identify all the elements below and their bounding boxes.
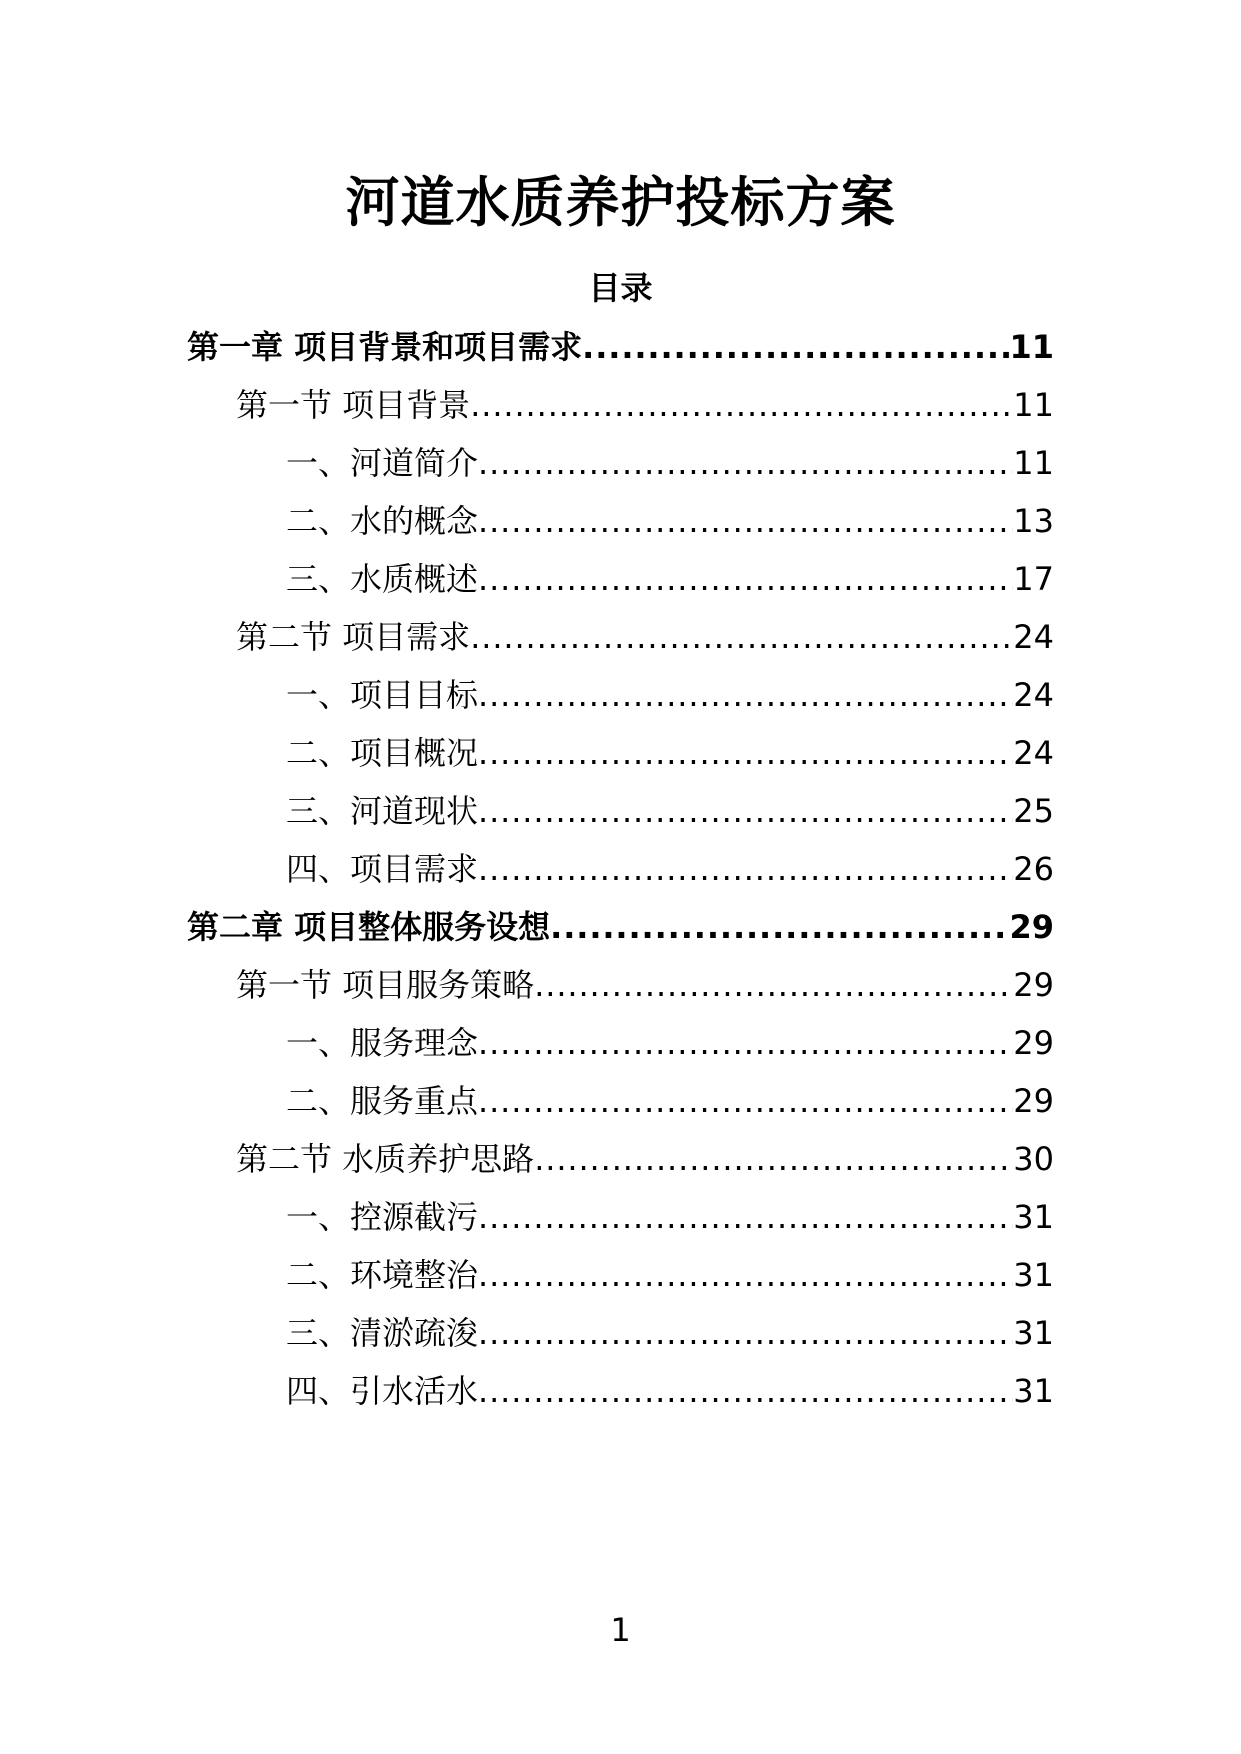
toc-entry[interactable]	[286, 1018, 1054, 1068]
toc-entry-title: 二、环境整治	[286, 1256, 479, 1294]
toc-dot-leader	[478, 1250, 1013, 1300]
toc-entry-title: 第一节 项目服务策略	[236, 966, 535, 1004]
toc-dot-leader	[478, 670, 1013, 720]
toc-dot-leader	[478, 844, 1013, 894]
toc-entry[interactable]	[286, 670, 1054, 720]
toc-entry[interactable]	[286, 1076, 1054, 1126]
toc-entry[interactable]	[236, 612, 1054, 662]
toc-dot-leader	[534, 1134, 1013, 1184]
toc-entry-title: 三、清淤疏浚	[286, 1314, 479, 1352]
toc-dot-leader	[478, 496, 1013, 546]
page-number: 1	[610, 1611, 631, 1649]
toc-entry[interactable]	[286, 1308, 1054, 1358]
toc-entry-title: 三、河道现状	[286, 792, 479, 830]
toc-dot-leader	[478, 1192, 1013, 1242]
toc-dot-leader	[534, 960, 1013, 1010]
toc-entry[interactable]	[187, 322, 1054, 372]
toc-dot-leader	[478, 554, 1013, 604]
toc-dot-leader	[478, 786, 1013, 836]
toc-dot-leader	[470, 380, 1013, 430]
toc-entry-title: 三、水质概述	[286, 560, 479, 598]
toc-entry-page: 29	[1009, 908, 1054, 946]
toc-entry-page: 11	[1013, 444, 1054, 482]
toc-dot-leader	[478, 438, 1013, 488]
toc-dot-leader	[478, 728, 1013, 778]
toc-entry-page: 25	[1013, 792, 1054, 830]
toc-entry-page: 30	[1013, 1140, 1054, 1178]
toc-entry-title: 四、项目需求	[286, 850, 479, 888]
toc-entry-title: 二、项目概况	[286, 734, 479, 772]
toc-dot-leader	[550, 902, 1009, 952]
toc-entry-page: 31	[1013, 1198, 1054, 1236]
toc-dot-leader	[478, 1366, 1013, 1416]
toc-dot-leader	[582, 322, 1009, 372]
toc-entry[interactable]	[236, 1134, 1054, 1184]
toc-entry-page: 29	[1013, 966, 1054, 1004]
toc-entry-page: 31	[1013, 1372, 1054, 1410]
toc-entry[interactable]	[187, 902, 1054, 952]
toc-entry[interactable]	[236, 380, 1054, 430]
toc-entry[interactable]	[286, 496, 1054, 546]
toc-entry-page: 11	[1009, 328, 1054, 366]
toc-entry-title: 第二节 项目需求	[236, 618, 471, 656]
toc-entry-title: 四、引水活水	[286, 1372, 479, 1410]
toc-entry-page: 26	[1013, 850, 1054, 888]
toc-entry-title: 一、河道简介	[286, 444, 479, 482]
toc-entry[interactable]	[286, 786, 1054, 836]
toc-entry-page: 24	[1013, 618, 1054, 656]
toc-entry-title: 一、控源截污	[286, 1198, 479, 1236]
toc-entry[interactable]	[286, 438, 1054, 488]
toc-entry[interactable]	[286, 1366, 1054, 1416]
toc-heading: 目录	[588, 269, 653, 307]
toc-dot-leader	[478, 1018, 1013, 1068]
toc-entry-page: 13	[1013, 502, 1054, 540]
toc-entry-title: 二、水的概念	[286, 502, 479, 540]
toc-entry-page: 29	[1013, 1082, 1054, 1120]
toc-entry[interactable]	[286, 1192, 1054, 1242]
toc-entry-page: 11	[1013, 386, 1054, 424]
toc-entry-title: 第一节 项目背景	[236, 386, 471, 424]
toc-entry-title: 一、项目目标	[286, 676, 479, 714]
toc-entry-title: 第一章 项目背景和项目需求	[187, 328, 583, 366]
toc-entry-title: 第二章 项目整体服务设想	[187, 908, 551, 946]
toc-entry-page: 24	[1013, 734, 1054, 772]
toc-dot-leader	[478, 1308, 1013, 1358]
toc-entry-title: 二、服务重点	[286, 1082, 479, 1120]
toc-entry[interactable]	[236, 960, 1054, 1010]
toc-entry-page: 24	[1013, 676, 1054, 714]
document-title: 河道水质养护投标方案	[345, 171, 896, 234]
toc-entry-page: 29	[1013, 1024, 1054, 1062]
toc-dot-leader	[470, 612, 1013, 662]
toc-entry[interactable]	[286, 844, 1054, 894]
toc-entry-title: 一、服务理念	[286, 1024, 479, 1062]
toc-entry-page: 31	[1013, 1256, 1054, 1294]
toc-entry[interactable]	[286, 1250, 1054, 1300]
toc-entry-title: 第二节 水质养护思路	[236, 1140, 535, 1178]
toc-entry-page: 17	[1013, 560, 1054, 598]
toc-entry[interactable]	[286, 554, 1054, 604]
toc-dot-leader	[478, 1076, 1013, 1126]
toc-entry[interactable]	[286, 728, 1054, 778]
toc-entry-page: 31	[1013, 1314, 1054, 1352]
